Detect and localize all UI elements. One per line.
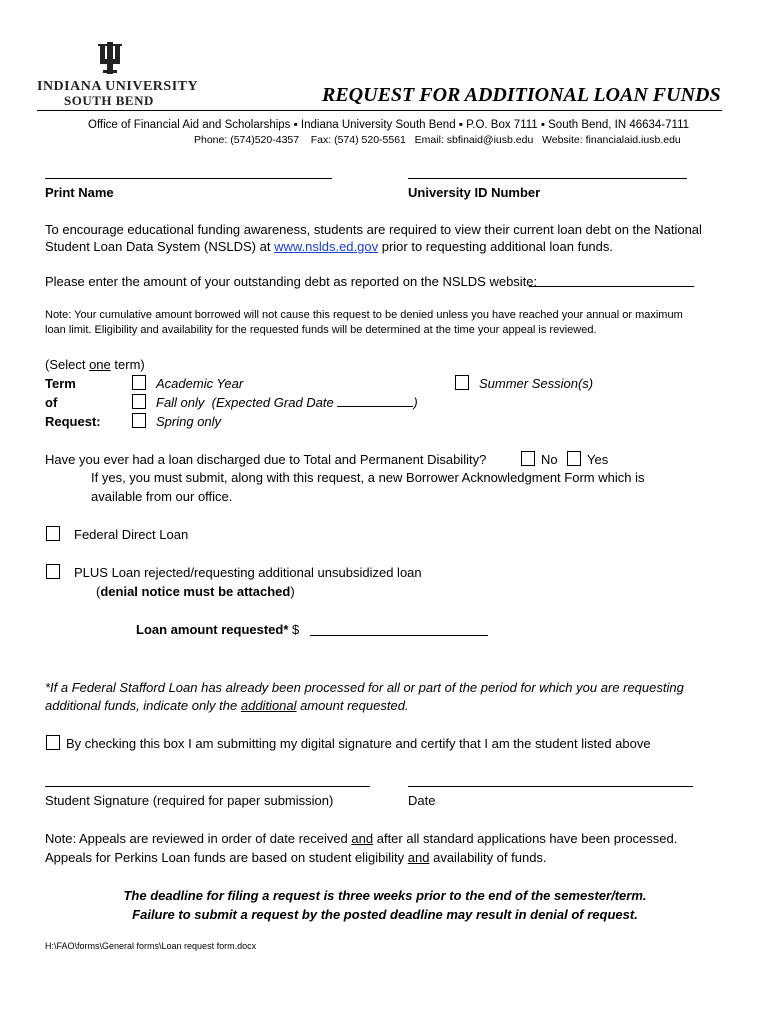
deadline-line-1: The deadline for filing a request is three weeks prior to the end of the semester/term. bbox=[123, 888, 647, 903]
fall-only-checkbox[interactable] bbox=[132, 394, 146, 409]
file-path: H:\FAO\forms\General forms\Loan request form.docx bbox=[45, 941, 257, 951]
nslds-link[interactable]: www.nslds.ed.gov bbox=[274, 239, 379, 254]
disability-yes-label: Yes bbox=[587, 452, 609, 467]
appeals-line-1: Note: Appeals are reviewed in order of date received and after all standard applications have been processed. bbox=[45, 831, 678, 846]
select-term-instruction: (Select one term) bbox=[45, 357, 145, 372]
trident-icon bbox=[95, 42, 125, 74]
grad-date-field[interactable] bbox=[337, 394, 413, 407]
disability-info-2: available from our office. bbox=[91, 489, 233, 504]
disability-info-1: If yes, you must submit, along with this request, a new Borrower Acknowledgment Form which is bbox=[91, 470, 645, 485]
spring-only-checkbox[interactable] bbox=[132, 413, 146, 428]
header-rule bbox=[37, 110, 722, 111]
intro-line-1: To encourage educational funding awareness, students are required to view their current loan debt on the National bbox=[45, 222, 702, 237]
term-label-2: of bbox=[45, 395, 58, 410]
loan-amount-label: Loan amount requested* $ bbox=[136, 622, 300, 637]
digital-signature-label: By checking this box I am submitting my digital signature and certify that I am the student listed above bbox=[66, 736, 651, 751]
office-contact: Phone: (574)520-4357 Fax: (574) 520-5561 Email: sbfinaid@iusb.edu Website: financialaid.iusb.edu bbox=[194, 134, 681, 146]
debt-amount-field[interactable] bbox=[529, 286, 694, 287]
spring-only-label: Spring only bbox=[156, 414, 222, 429]
disability-yes-checkbox[interactable] bbox=[567, 451, 581, 466]
federal-direct-label: Federal Direct Loan bbox=[74, 527, 189, 542]
note-line-1: Note: Your cumulative amount borrowed will not cause this request to be denied unless you have reached your annual or maximum bbox=[45, 309, 683, 321]
print-name-label: Print Name bbox=[45, 185, 114, 200]
office-address: Office of Financial Aid and Scholarships ▪ Indiana University South Bend ▪ P.O. Box 7111 ▪ South Bend, IN 46634-7111 bbox=[88, 119, 690, 131]
date-field[interactable] bbox=[408, 786, 693, 787]
disability-no-checkbox[interactable] bbox=[521, 451, 535, 466]
page-title: REQUEST FOR ADDITIONAL LOAN FUNDS bbox=[322, 84, 721, 106]
debt-prompt: Please enter the amount of your outstanding debt as reported on the NSLDS website: bbox=[45, 274, 538, 289]
campus-name: SOUTH BEND bbox=[64, 93, 154, 108]
term-label-1: Term bbox=[45, 376, 76, 391]
appeals-line-2: Appeals for Perkins Loan funds are based on student eligibility and availability of funds. bbox=[45, 850, 547, 865]
term-label-3: Request: bbox=[45, 414, 101, 429]
plus-loan-label: PLUS Loan rejected/requesting additional unsubsidized loan bbox=[74, 565, 422, 580]
summer-session-label: Summer Session(s) bbox=[479, 376, 594, 391]
fall-only-label: Fall only (Expected Grad Date ) bbox=[156, 395, 418, 410]
iu-trident-logo bbox=[95, 42, 125, 74]
student-signature-label: Student Signature (required for paper submission) bbox=[45, 793, 334, 808]
university-name: INDIANA UNIVERSITY bbox=[37, 79, 199, 94]
disability-no-label: No bbox=[541, 452, 558, 467]
university-id-field[interactable] bbox=[408, 178, 687, 179]
university-id-label: University ID Number bbox=[408, 185, 541, 200]
summer-session-checkbox[interactable] bbox=[455, 375, 469, 390]
date-label: Date bbox=[408, 793, 436, 808]
deadline-line-2: Failure to submit a request by the posted deadline may result in denial of request. bbox=[132, 907, 638, 922]
footnote-line-2: additional funds, indicate only the additional amount requested. bbox=[45, 698, 409, 713]
digital-signature-checkbox[interactable] bbox=[46, 735, 60, 750]
student-signature-field[interactable] bbox=[45, 786, 370, 787]
note-line-2: loan limit. Eligibility and availability for the requested funds will be determined at the time your appeal is reviewed. bbox=[45, 324, 597, 336]
print-name-field[interactable] bbox=[45, 178, 332, 179]
academic-year-checkbox[interactable] bbox=[132, 375, 146, 390]
footnote-line-1: *If a Federal Stafford Loan has already been processed for all or part of the period for which you are requesting bbox=[45, 680, 684, 695]
loan-amount-field[interactable] bbox=[310, 635, 488, 636]
plus-loan-checkbox[interactable] bbox=[46, 564, 60, 579]
federal-direct-checkbox[interactable] bbox=[46, 526, 60, 541]
denial-notice: (denial notice must be attached) bbox=[96, 584, 295, 599]
disability-question: Have you ever had a loan discharged due to Total and Permanent Disability? bbox=[45, 452, 487, 467]
intro-line-2: Student Loan Data System (NSLDS) at www.nslds.ed.gov prior to requesting additional loan funds. bbox=[45, 239, 614, 254]
academic-year-label: Academic Year bbox=[156, 376, 244, 391]
